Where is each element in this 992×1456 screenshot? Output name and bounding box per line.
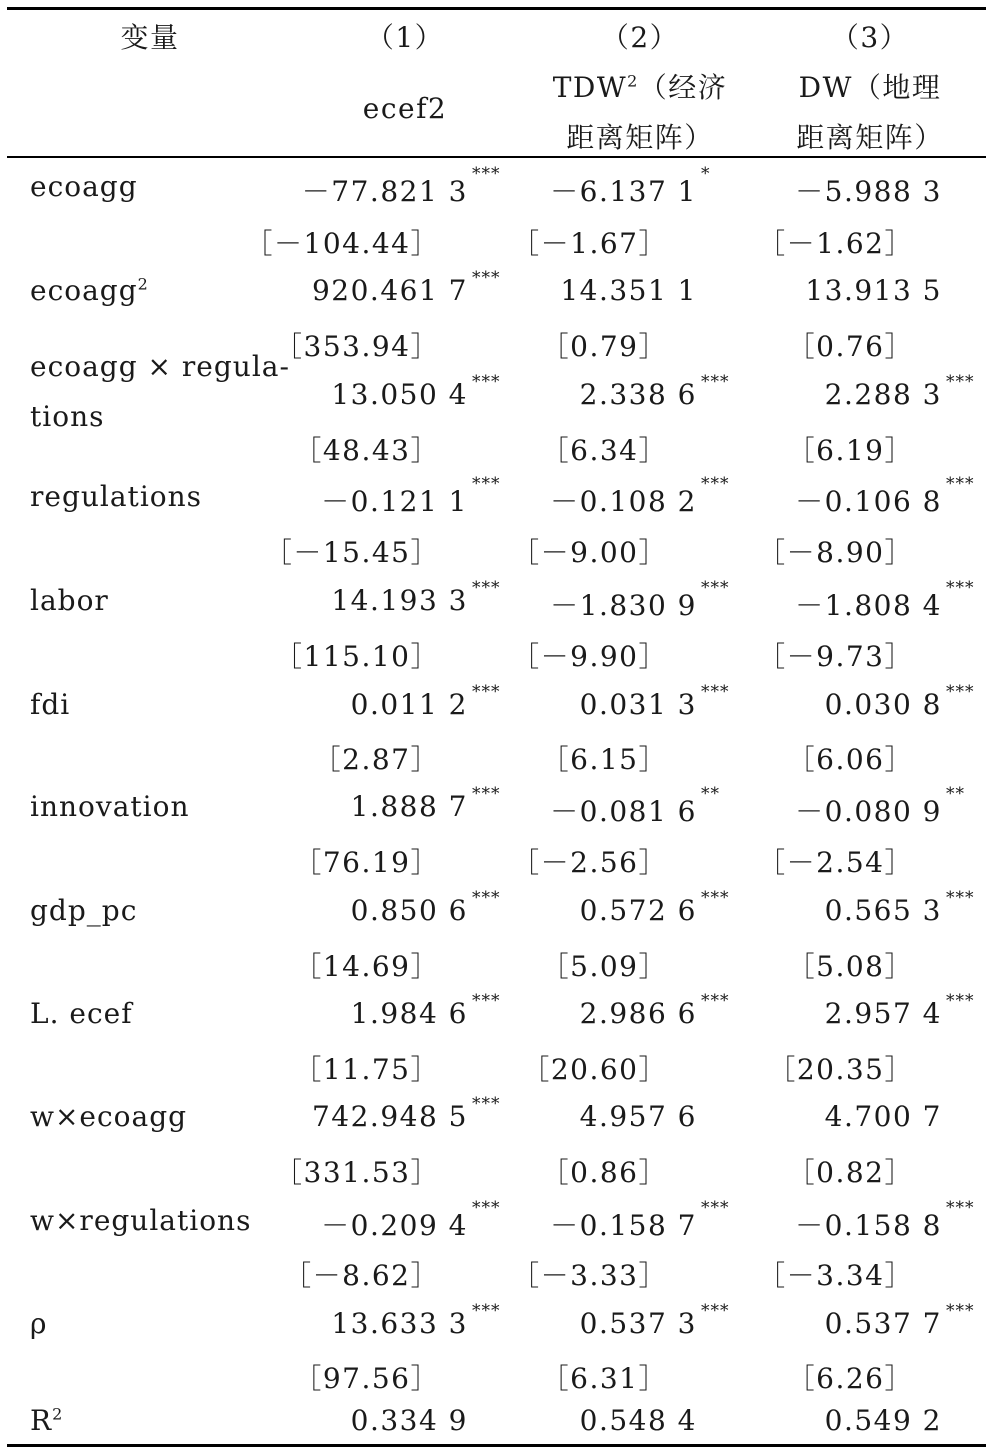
tstat-col3: ［－2.54］	[757, 846, 914, 879]
row-label: w×ecoagg	[30, 1100, 188, 1133]
significance-stars: ***	[701, 991, 730, 1011]
table-bottom-rule	[7, 1444, 986, 1447]
significance-stars: ***	[946, 1301, 975, 1321]
tstat-col3: ［6.19］	[786, 434, 914, 467]
coef-col3: 0.030 8 ***	[824, 682, 975, 721]
tstat-col1: ［48.43］	[293, 434, 440, 467]
tstat-col1: ［331.53］	[274, 1156, 440, 1189]
tstat-col1: ［14.69］	[293, 950, 440, 983]
significance-stars: ***	[472, 164, 501, 184]
coef-col1: 13.633 3 ***	[331, 1301, 501, 1340]
significance-stars: **	[701, 784, 720, 804]
significance-stars: ***	[946, 888, 975, 908]
coef-col2: 0.572 6 ***	[579, 888, 730, 927]
tstat-col3: ［5.08］	[786, 950, 914, 983]
coef-col1: －0.121 1 ***	[321, 474, 501, 518]
significance-stars: ***	[946, 372, 975, 392]
tstat-col3: ［0.82］	[786, 1156, 914, 1189]
row-label: w×regulations	[30, 1204, 252, 1237]
significance-stars: **	[946, 784, 965, 804]
coef-col3: 2.288 3 ***	[824, 372, 975, 411]
tstat-col3: ［6.26］	[786, 1362, 914, 1395]
tstat-col1: ［－104.44］	[244, 227, 440, 260]
row-label: labor	[30, 584, 109, 617]
significance-stars: ***	[701, 578, 730, 598]
tstat-col1: ［－15.45］	[263, 536, 440, 569]
tstat-col1: ［－8.62］	[283, 1259, 440, 1292]
significance-stars: ***	[701, 1198, 730, 1218]
tstat-col2: ［20.60］	[521, 1053, 668, 1086]
r2-col1: 0.334 9	[350, 1404, 468, 1437]
tstat-col3: ［－9.73］	[757, 640, 914, 673]
coef-col1: 14.193 3 ***	[331, 578, 501, 617]
tstat-col2: ［6.34］	[540, 434, 668, 467]
significance-stars: ***	[701, 474, 730, 494]
r2-col3: 0.549 2	[824, 1404, 942, 1437]
header-col1-name: ecef2	[362, 92, 448, 125]
tstat-col2: ［0.79］	[540, 330, 668, 363]
significance-stars: ***	[946, 682, 975, 702]
significance-stars: ***	[472, 991, 501, 1011]
coef-col2: 0.537 3 ***	[579, 1301, 730, 1340]
tstat-col2: ［－9.90］	[511, 640, 668, 673]
coef-col2: －0.108 2 ***	[550, 474, 730, 518]
tstat-col3: ［20.35］	[767, 1053, 914, 1086]
coef-col1: 1.888 7 ***	[350, 784, 501, 823]
coef-col3: 2.957 4 ***	[824, 991, 975, 1030]
coef-col1: 742.948 5 ***	[311, 1094, 501, 1133]
coef-col3: 13.913 5	[805, 274, 942, 307]
significance-stars: ***	[701, 1301, 730, 1321]
significance-stars: ***	[946, 1198, 975, 1218]
header-col1-number: （1）	[365, 21, 445, 54]
coef-col2: 0.031 3 ***	[579, 682, 730, 721]
significance-stars: ***	[472, 474, 501, 494]
tstat-col3: ［－3.34］	[757, 1259, 914, 1292]
tstat-col2: ［－3.33］	[511, 1259, 668, 1292]
significance-stars: ***	[946, 991, 975, 1011]
coef-col3: －0.106 8 ***	[795, 474, 975, 518]
coef-col2: 2.986 6 ***	[579, 991, 730, 1030]
tstat-col2: ［0.86］	[540, 1156, 668, 1189]
row-label: ecoagg$^2$	[30, 274, 149, 307]
significance-stars: *	[701, 164, 711, 184]
significance-stars: ***	[946, 578, 975, 598]
tstat-col1: ［97.56］	[293, 1362, 440, 1395]
significance-stars: ***	[472, 888, 501, 908]
table-top-rule	[7, 7, 986, 10]
row-label: L. ecef	[30, 997, 133, 1030]
header-col3-name-line2: 距离矩阵）	[796, 121, 944, 154]
tstat-col2: ［6.15］	[540, 743, 668, 776]
significance-stars: ***	[472, 578, 501, 598]
tstat-col1: ［353.94］	[274, 330, 440, 363]
tstat-col1: ［115.10］	[274, 640, 440, 673]
coef-col3: 0.565 3 ***	[824, 888, 975, 927]
coef-col1: －77.821 3 ***	[301, 164, 501, 208]
coef-col1: 920.461 7 ***	[311, 268, 501, 307]
r2-col2: 0.548 4	[579, 1404, 697, 1437]
significance-stars: ***	[472, 682, 501, 702]
tstat-col1: ［76.19］	[293, 846, 440, 879]
coef-col2: －1.830 9 ***	[550, 578, 730, 622]
tstat-col3: ［－1.62］	[757, 227, 914, 260]
coef-col1: －0.209 4 ***	[321, 1198, 501, 1242]
tstat-col3: ［0.76］	[786, 330, 914, 363]
significance-stars: ***	[472, 1301, 501, 1321]
tstat-col1: ［11.75］	[293, 1053, 440, 1086]
significance-stars: ***	[472, 1094, 501, 1114]
significance-stars: ***	[472, 784, 501, 804]
tstat-col2: ［－1.67］	[511, 227, 668, 260]
tstat-col3: ［6.06］	[786, 743, 914, 776]
significance-stars: ***	[701, 888, 730, 908]
tstat-col2: ［6.31］	[540, 1362, 668, 1395]
header-col2-name-line2: 距离矩阵）	[566, 121, 714, 154]
coef-col2: －0.158 7 ***	[550, 1198, 730, 1242]
row-label-continued: tions	[30, 400, 105, 433]
coef-col3: －1.808 4 ***	[795, 578, 975, 622]
coef-col2: 4.957 6	[579, 1100, 697, 1133]
tstat-col2: ［－9.00］	[511, 536, 668, 569]
tstat-col1: ［2.87］	[312, 743, 440, 776]
row-label: fdi	[30, 688, 71, 721]
header-col3-number: （3）	[830, 21, 910, 54]
coef-col2: －6.137 1 *	[550, 164, 711, 208]
coef-col1: 13.050 4 ***	[331, 372, 501, 411]
coef-col3: 4.700 7	[824, 1100, 942, 1133]
row-label-r2: $R^2$	[30, 1404, 64, 1437]
significance-stars: ***	[472, 268, 501, 288]
tstat-col2: ［－2.56］	[511, 846, 668, 879]
header-variable: 变量	[120, 21, 180, 54]
coef-col3: 0.537 7 ***	[824, 1301, 975, 1340]
coef-col3: －0.080 9 **	[795, 784, 965, 828]
coef-col1: 0.850 6 ***	[350, 888, 501, 927]
coef-col3: －0.158 8 ***	[795, 1198, 975, 1242]
significance-stars: ***	[472, 372, 501, 392]
row-label: ρ	[30, 1307, 48, 1340]
coef-col1: 0.011 2 ***	[350, 682, 501, 721]
header-col3-name-line1: DW（地理	[798, 71, 942, 104]
table-header-rule	[7, 156, 986, 158]
coef-col1: 1.984 6 ***	[350, 991, 501, 1030]
coef-col2: 14.351 1	[560, 274, 697, 307]
tstat-col3: ［－8.90］	[757, 536, 914, 569]
significance-stars: ***	[701, 682, 730, 702]
row-label: ecoagg × regula-	[30, 350, 290, 383]
coef-col2: －0.081 6 **	[550, 784, 720, 828]
coef-col2: 2.338 6 ***	[579, 372, 730, 411]
header-col2-number: （2）	[600, 21, 680, 54]
header-col2-name-line1: TDW$^2$（经济	[552, 71, 728, 104]
significance-stars: ***	[472, 1198, 501, 1218]
significance-stars: ***	[701, 372, 730, 392]
coef-col3: －5.988 3	[795, 175, 942, 208]
significance-stars: ***	[946, 474, 975, 494]
row-label: regulations	[30, 480, 203, 513]
row-label: ecoagg	[30, 170, 138, 203]
tstat-col2: ［5.09］	[540, 950, 668, 983]
row-label: innovation	[30, 790, 190, 823]
row-label: gdp_pc	[30, 894, 138, 927]
